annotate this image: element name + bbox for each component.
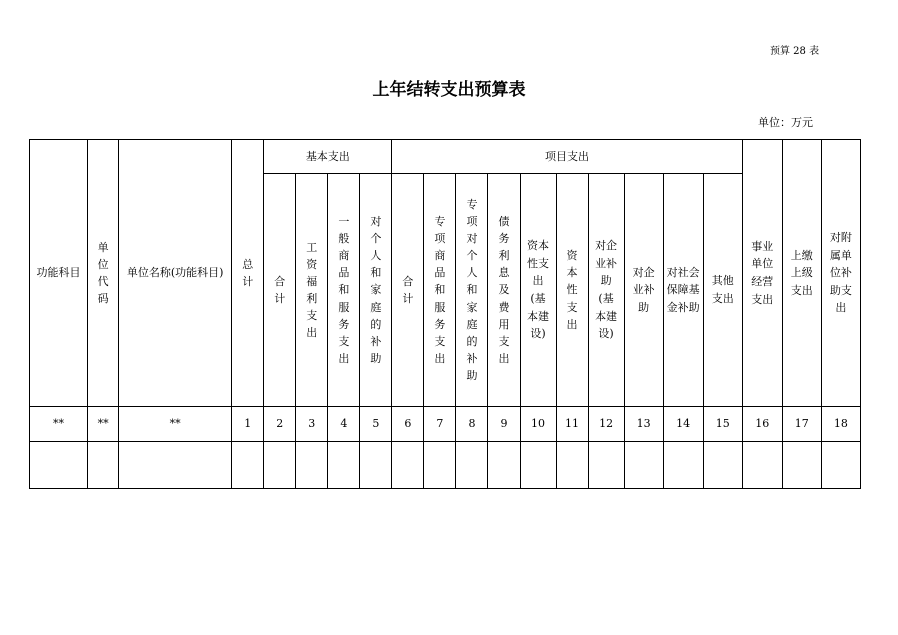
code-cell: 6 xyxy=(392,407,424,442)
empty-data-row xyxy=(30,442,861,489)
project-col-header: 对企业补助 xyxy=(624,174,663,407)
header-project-expenditure: 项目支出 xyxy=(392,140,742,174)
empty-cell[interactable] xyxy=(360,442,392,489)
header-total: 总计 xyxy=(232,140,264,407)
code-cell: 3 xyxy=(296,407,328,442)
project-col-header: 专项对个人和家庭的补助 xyxy=(456,174,488,407)
project-col-header: 资本性支出(基本建设) xyxy=(520,174,556,407)
header-institution-operating: 事业单位经营支出 xyxy=(742,140,782,407)
code-cell: 1 xyxy=(232,407,264,442)
code-cell: 5 xyxy=(360,407,392,442)
budget-table xyxy=(29,139,861,489)
basic-col-header: 工资福利支出 xyxy=(296,174,328,407)
code-cell: 4 xyxy=(328,407,360,442)
empty-cell[interactable] xyxy=(88,442,119,489)
empty-cell[interactable] xyxy=(119,442,232,489)
empty-cell[interactable] xyxy=(624,442,663,489)
empty-cell[interactable] xyxy=(264,442,296,489)
code-cell: ** xyxy=(119,407,232,442)
empty-cell[interactable] xyxy=(782,442,821,489)
empty-cell[interactable] xyxy=(663,442,703,489)
basic-col-header: 一般商品和服务支出 xyxy=(328,174,360,407)
project-col-header: 对企业补助(基本建设) xyxy=(588,174,624,407)
code-cell: 18 xyxy=(821,407,860,442)
project-col-header: 合计 xyxy=(392,174,424,407)
empty-cell[interactable] xyxy=(424,442,456,489)
form-number: 预算 28 表 xyxy=(770,46,820,57)
code-cell: 17 xyxy=(782,407,821,442)
header-basic-expenditure: 基本支出 xyxy=(264,140,392,174)
code-cell: 13 xyxy=(624,407,663,442)
code-cell: 9 xyxy=(488,407,520,442)
empty-cell[interactable] xyxy=(456,442,488,489)
header-subsidy-to-subordinate: 对附属单位补助支出 xyxy=(821,140,860,407)
empty-cell[interactable] xyxy=(328,442,360,489)
header-unit-name: 单位名称(功能科目) xyxy=(119,140,232,407)
project-col-header: 债务利息及费用支出 xyxy=(488,174,520,407)
page-title: 上年结转支出预算表 xyxy=(372,80,526,100)
empty-cell[interactable] xyxy=(742,442,782,489)
code-cell: 2 xyxy=(264,407,296,442)
empty-cell[interactable] xyxy=(703,442,742,489)
basic-col-header: 合计 xyxy=(264,174,296,407)
project-col-header: 专项商品和服务支出 xyxy=(424,174,456,407)
header-functional-subject: 功能科目 xyxy=(30,140,88,407)
code-cell: 11 xyxy=(556,407,588,442)
code-cell: 7 xyxy=(424,407,456,442)
code-cell: ** xyxy=(88,407,119,442)
empty-cell[interactable] xyxy=(392,442,424,489)
code-cell: 14 xyxy=(663,407,703,442)
empty-cell[interactable] xyxy=(232,442,264,489)
project-col-header: 对社会保障基金补助 xyxy=(663,174,703,407)
code-cell: 12 xyxy=(588,407,624,442)
code-cell: 16 xyxy=(742,407,782,442)
empty-cell[interactable] xyxy=(588,442,624,489)
empty-cell[interactable] xyxy=(520,442,556,489)
header-payments-to-higher: 上缴上级支出 xyxy=(782,140,821,407)
empty-cell[interactable] xyxy=(296,442,328,489)
empty-cell[interactable] xyxy=(556,442,588,489)
code-cell: ** xyxy=(30,407,88,442)
basic-col-header: 对个人和家庭的补助 xyxy=(360,174,392,407)
empty-cell[interactable] xyxy=(488,442,520,489)
unit-label: 单位：万元 xyxy=(758,116,813,129)
empty-cell[interactable] xyxy=(821,442,860,489)
code-cell: 15 xyxy=(703,407,742,442)
project-col-header: 资本性支出 xyxy=(556,174,588,407)
code-cell: 8 xyxy=(456,407,488,442)
project-col-header: 其他支出 xyxy=(703,174,742,407)
header-unit-code: 单位代码 xyxy=(88,140,119,407)
code-cell: 10 xyxy=(520,407,556,442)
empty-cell[interactable] xyxy=(30,442,88,489)
